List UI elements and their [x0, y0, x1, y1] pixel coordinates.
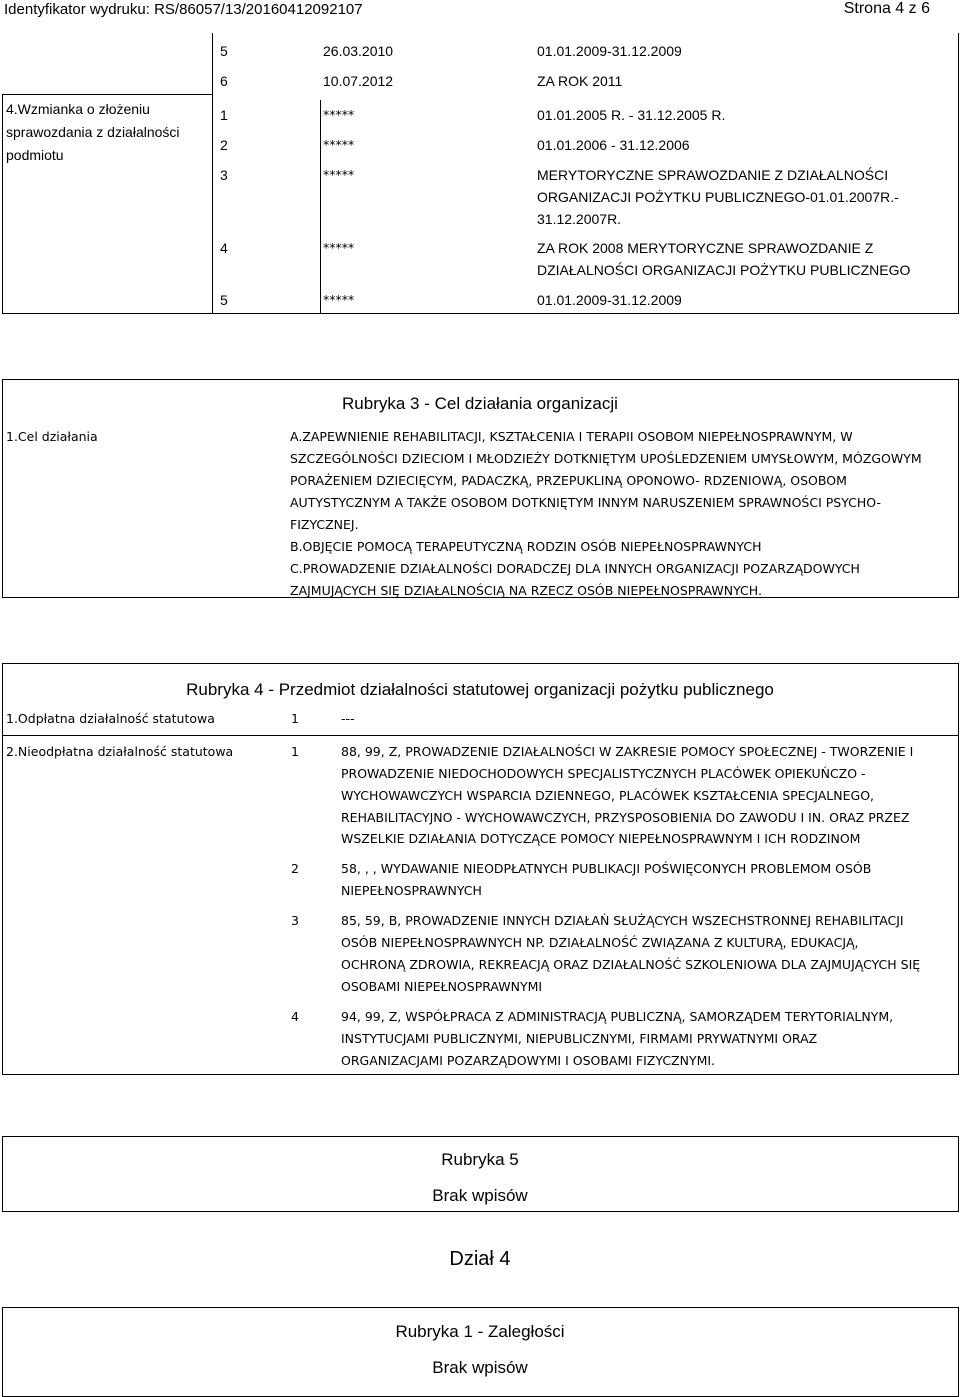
report-description: ORGANIZACJI POŻYTKU PUBLICZNEGO-01.01.2007R.- [537, 189, 899, 205]
rubryka-3-title: Rubryka 3 - Cel działania organizacji [342, 394, 618, 413]
filing-date: ***** [323, 240, 355, 255]
row-number: 1 [291, 711, 299, 726]
activity-line: 88, 99, Z, PROWADZENIE DZIAŁALNOŚCI W ZAKRESIE POMOCY SPOŁECZNEJ - TWORZENIE I [341, 744, 914, 759]
activity-line: WSZELKIE DZIAŁANIA DOTYCZĄCE POMOCY NIEPEŁNOSPRAWNYM I ICH RODZINOM [341, 831, 861, 846]
row-number: 3 [220, 167, 228, 183]
row-number: 2 [220, 137, 228, 153]
goal-line: ZAJMUJĄCYCH SIĘ DZIAŁALNOŚCIĄ NA RZECZ OSÓB NIEPEŁNOSPRAWNYCH. [290, 583, 762, 598]
report-description: MERYTORYCZNE SPRAWOZDANIE Z DZIAŁALNOŚCI [537, 167, 889, 183]
row-number: 1 [220, 107, 228, 123]
paid-activity-value: --- [341, 711, 355, 726]
activity-line: PROWADZENIE NIEDOCHODOWYCH SPECJALISTYCZNYCH PLACÓWEK OPIEKUŃCZO - [341, 766, 866, 781]
row-number: 3 [291, 913, 299, 928]
row-number: 5 [220, 43, 228, 59]
paid-activity-label: 1.Odpłatna działalność statutowa [6, 711, 215, 726]
label-line: 4.Wzmianka o złożeniu [6, 101, 150, 117]
report-description: 31.12.2007R. [537, 211, 622, 227]
filing-date: ***** [323, 167, 355, 182]
row-number: 1 [291, 744, 299, 759]
activity-line: OCHRONĄ ZDROWIA, REKREACJĄ ORAZ DZIAŁALNOŚĆ SZKOLENIOWA DLA ZAJMUJĄCYCH SIĘ [341, 957, 921, 972]
report-description: ZA ROK 2008 MERYTORYCZNE SPRAWOZDANIE Z [537, 240, 874, 256]
activity-line: OSOBAMI NIEPEŁNOSPRAWNYMI [341, 979, 543, 994]
rubryka-1-empty: Brak wpisów [432, 1358, 528, 1377]
section-title: Dział 4 [449, 1248, 511, 1270]
filing-date: 26.03.2010 [323, 43, 394, 59]
filing-date: ***** [323, 137, 355, 152]
page-header [0, 0, 960, 20]
activity-line: 58, , , WYDAWANIE NIEODPŁATNYCH PUBLIKACJI POŚWIĘCONYCH PROBLEMOM OSÓB [341, 861, 872, 876]
print-identifier: Identyfikator wydruku: RS/86057/13/20160412092107 [4, 1, 363, 18]
label-line: sprawozdania z działalności [6, 124, 180, 140]
report-description: DZIAŁALNOŚCI ORGANIZACJI POŻYTKU PUBLICZNEGO [537, 262, 911, 278]
goal-line: A.ZAPEWNIENIE REHABILITACJI, KSZTAŁCENIA I TERAPII OSOBOM NIEPEŁNOSPRAWNYM, W [290, 429, 853, 444]
activity-line: NIEPEŁNOSPRAWNYCH [341, 883, 482, 898]
row-number: 5 [220, 292, 228, 308]
goal-line: PORAŻENIEM DZIECIĘCYM, PADACZKĄ, PRZEPUKLINĄ OPONOWO- RDZENIOWĄ, OSOBOM [290, 473, 847, 488]
activity-line: 85, 59, B, PROWADZENIE INNYCH DZIAŁAŃ SŁUŻĄCYCH WSZECHSTRONNEJ REHABILITACJI [341, 913, 904, 928]
filing-date: ***** [323, 107, 355, 122]
report-period: ZA ROK 2011 [537, 73, 623, 89]
goal-label: 1.Cel działania [6, 429, 98, 444]
report-description: 01.01.2009-31.12.2009 [537, 292, 682, 308]
rubryka-4-title: Rubryka 4 - Przedmiot działalności statutowej organizacji pożytku publicznego [186, 680, 774, 699]
free-activity-label: 2.Nieodpłatna działalność statutowa [6, 744, 234, 759]
goal-line: AUTYSTYCZNYM A TAKŻE OSOBOM DOTKNIĘTYM INNYM NARUSZENIEM SPRAWNOŚCI PSYCHO- [290, 495, 881, 510]
filing-date: 10.07.2012 [323, 73, 394, 89]
row-number: 6 [220, 73, 228, 89]
report-description: 01.01.2005 R. - 31.12.2005 R. [537, 107, 726, 123]
row-number: 2 [291, 861, 299, 876]
row-number: 4 [291, 1009, 299, 1024]
activity-line: 94, 99, Z, WSPÓŁPRACA Z ADMINISTRACJĄ PUBLICZNĄ, SAMORZĄDEM TERYTORIALNYM, [341, 1009, 894, 1024]
goal-line: C.PROWADZENIE DZIAŁALNOŚCI DORADCZEJ DLA INNYCH ORGANIZACJI POZARZĄDOWYCH [290, 561, 860, 576]
rubryka-5-title: Rubryka 5 [441, 1150, 519, 1169]
report-description: 01.01.2006 - 31.12.2006 [537, 137, 690, 153]
activity-line: INSTYTUCJAMI PUBLICZNYMI, NIEPUBLICZNYMI, FIRMAMI PRYWATNYMI ORAZ [341, 1031, 818, 1046]
goal-line: SZCZEGÓLNOŚCI DZIECIOM I MŁODZIEŻY DOTKNIĘTYM UPOŚLEDZENIEM UMYSŁOWYM, MÓZGOWYM [290, 451, 922, 466]
filing-date: ***** [323, 292, 355, 307]
activity-line: ORGANIZACJAMI POZARZĄDOWYMI I OSOBAMI FIZYCZNYMI. [341, 1053, 716, 1068]
activity-line: OSÓB NIEPEŁNOSPRAWNYCH NP. DZIAŁALNOŚĆ ZWIĄZANA Z KULTURĄ, EDUKACJĄ, [341, 935, 859, 950]
report-period: 01.01.2009-31.12.2009 [537, 43, 682, 59]
label-line: podmiotu [6, 147, 64, 163]
row-number: 4 [220, 240, 228, 256]
activity-line: REHABILITACYJNO - WYCHOWAWCZYCH, PRZYSPOSOBIENIA DO ZAWODU I IN. ORAZ PRZEZ [341, 810, 910, 825]
rubryka-5-empty: Brak wpisów [432, 1186, 528, 1205]
goal-line: FIZYCZNEJ. [290, 517, 359, 532]
page-number: Strona 4 z 6 [843, 0, 930, 17]
goal-line: B.OBJĘCIE POMOCĄ TERAPEUTYCZNĄ RODZIN OSÓB NIEPEŁNOSPRAWNYCH [290, 539, 762, 554]
activity-line: WYCHOWAWCZYCH WSPARCIA DZIENNEGO, PLACÓWEK KSZTAŁCENIA SPECJALNEGO, [341, 788, 875, 803]
rubryka-1-title: Rubryka 1 - Zaległości [395, 1322, 565, 1341]
